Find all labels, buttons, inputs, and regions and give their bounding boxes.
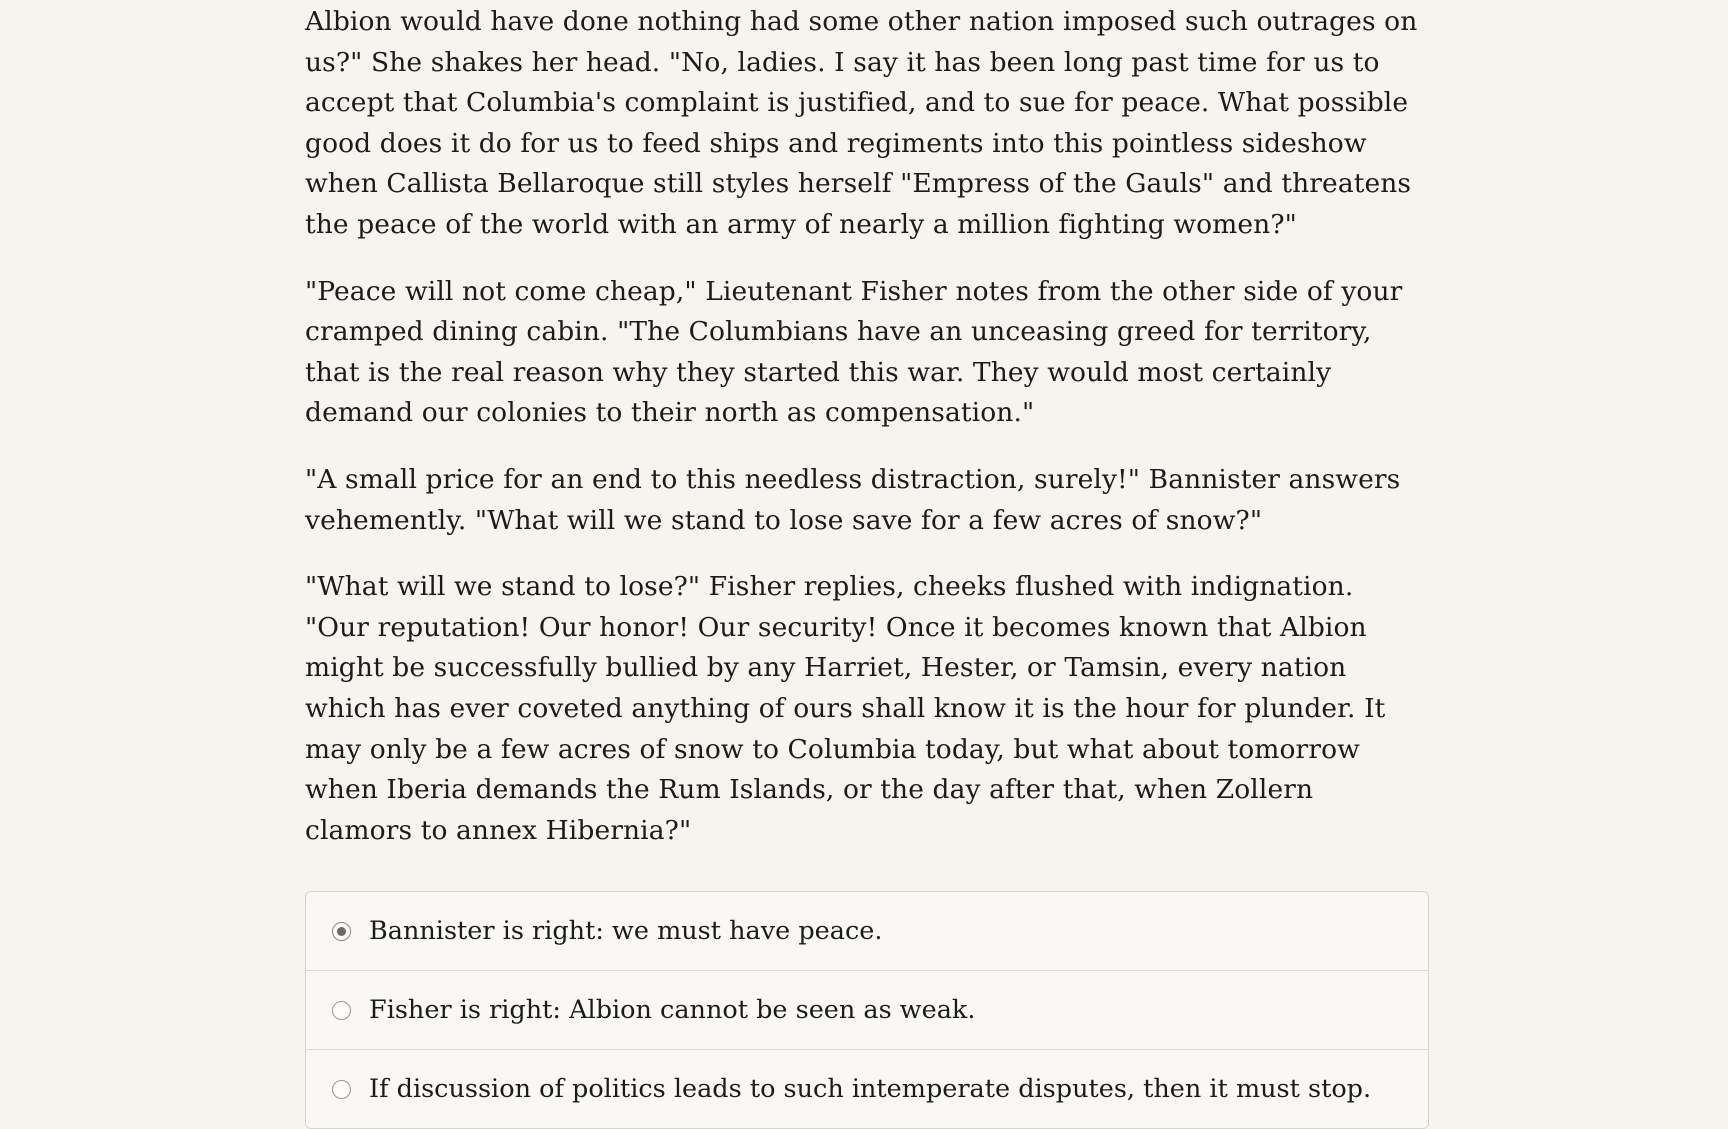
story-paragraph: Albion would have done nothing had some other nation imposed such outrages on us?" She shakes her head. "No, ladies. I say it has been long past time for us to accept that Columbia's complaint is justified, and to sue for peace. What possible good does it do for us to feed ships and regiments into this pointless sideshow when Callista Bellaroque still styles herself "Empress of the Gauls" and threatens the peace of the world with an army of nearly a million fighting women?"	[305, 6, 1418, 240]
radio-button-icon[interactable]	[332, 1080, 351, 1099]
choice-option-2[interactable]	[306, 971, 1428, 1050]
radio-button-icon[interactable]	[332, 1001, 351, 1020]
choice-label: Bannister is right: we must have peace.	[369, 916, 883, 947]
choice-list	[305, 891, 1429, 1129]
story-paragraph: "A small price for an end to this needless distraction, surely!" Bannister answers vehemently. "What will we stand to lose save for a few acres of snow?"	[305, 463, 1401, 536]
story-paragraph: "Peace will not come cheap," Lieutenant Fisher notes from the other side of your cramped dining cabin. "The Columbians have an unceasing greed for territory, that is the real reason why they started this war. They would most certainly demand our colonies to their north as compensation."	[305, 275, 1403, 429]
choice-label: If discussion of politics leads to such intemperate disputes, then it must stop.	[369, 1074, 1372, 1105]
choice-label: Fisher is right: Albion cannot be seen as weak.	[369, 995, 976, 1026]
choice-option-1[interactable]	[306, 892, 1428, 971]
radio-button-icon[interactable]	[332, 922, 351, 941]
story-text-column	[305, 0, 1425, 1129]
story-paragraph: "What will we stand to lose?" Fisher replies, cheeks flushed with indignation. "Our reputation! Our honor! Our security! Once it becomes known that Albion might be successfully bullied by any Harriet, Hester, or Tamsin, every nation which has ever coveted anything of ours shall know it is the hour for plunder. It may only be a few acres of snow to Columbia today, but what about tomorrow when Iberia demands the Rum Islands, or the day after that, when Zollern clamors to annex Hibernia?"	[305, 571, 1386, 846]
choice-option-3[interactable]	[306, 1050, 1428, 1128]
